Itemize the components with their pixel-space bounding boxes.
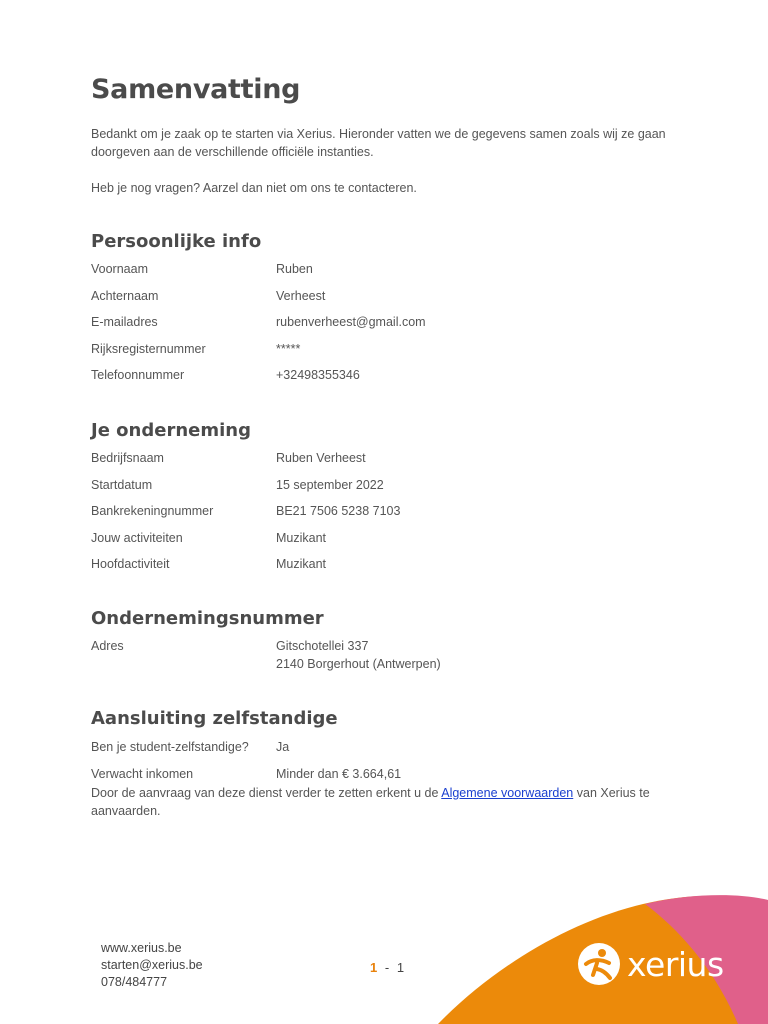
section-heading-affiliation: Aansluiting zelfstandige — [91, 708, 338, 729]
terms-text-after: van Xerius te aanvaarden. — [91, 786, 650, 818]
page-current: 1 — [370, 960, 378, 975]
field-label: Adres — [91, 639, 124, 653]
brand-name: xerius — [627, 944, 724, 984]
page-number — [370, 960, 404, 975]
footer-phone: 078/484777 — [101, 975, 168, 989]
intro-contact-paragraph: Heb je nog vragen? Aarzel dan niet om ons te contacteren. — [91, 181, 417, 195]
field-value: Ruben — [276, 262, 313, 276]
field-value: Muzikant — [276, 557, 327, 571]
field-label: Verwacht inkomen — [91, 766, 194, 781]
field-value: Ja — [276, 740, 290, 754]
footer-contact-info — [101, 940, 203, 991]
page-title: Samenvatting — [91, 74, 301, 105]
field-value: 15 september 2022 — [276, 477, 384, 492]
field-label: Startdatum — [91, 477, 153, 492]
field-value: BE21 7506 5238 7103 — [276, 504, 401, 518]
field-value: Verheest — [276, 288, 326, 303]
section-heading-company: Je onderneming — [91, 420, 251, 441]
field-label: Bedrijfsnaam — [91, 451, 164, 465]
footer-website[interactable]: www.xerius.be — [101, 941, 182, 955]
field-label: Rijksregisternummer — [91, 341, 206, 356]
field-label: Telefoonnummer — [91, 368, 185, 382]
field-label: E-mailadres — [91, 315, 158, 329]
xerius-logo-icon — [577, 942, 621, 986]
terms-link[interactable]: Algemene voorwaarden — [441, 786, 574, 800]
field-value: ***** — [276, 341, 301, 356]
field-value: Minder dan € 3.664,61 — [276, 766, 402, 781]
section-heading-enterprise: Ondernemingsnummer — [91, 608, 324, 629]
field-label: Jouw activiteiten — [91, 530, 183, 545]
field-label: Bankrekeningnummer — [91, 504, 214, 518]
xerius-logo — [577, 942, 724, 986]
terms-text-before: Door de aanvraag van deze dienst verder te zetten erkent u de — [91, 786, 442, 800]
field-label: Voornaam — [91, 262, 148, 276]
field-value: +32498355346 — [276, 368, 360, 382]
field-value: Muzikant — [276, 530, 327, 545]
page-separator: - — [384, 960, 390, 975]
field-label: Achternaam — [91, 288, 159, 303]
address-street: Gitschotellei 337 — [276, 639, 369, 653]
intro-paragraph: Bedankt om je zaak op te starten via Xerius. Hieronder vatten we de gegevens samen zoals wij ze gaan doorgeven aan de verschillende officiële instanties. — [91, 127, 666, 159]
footer-email[interactable]: starten@xerius.be — [101, 958, 203, 972]
address-city: 2140 Borgerhout (Antwerpen) — [276, 657, 441, 671]
field-label: Hoofdactiviteit — [91, 557, 170, 571]
field-value: Ruben Verheest — [276, 451, 366, 465]
field-value: rubenverheest@gmail.com — [276, 315, 426, 329]
section-heading-personal: Persoonlijke info — [91, 231, 262, 252]
page-total: 1 — [396, 960, 405, 975]
field-label: Ben je student-zelfstandige? — [91, 740, 249, 754]
